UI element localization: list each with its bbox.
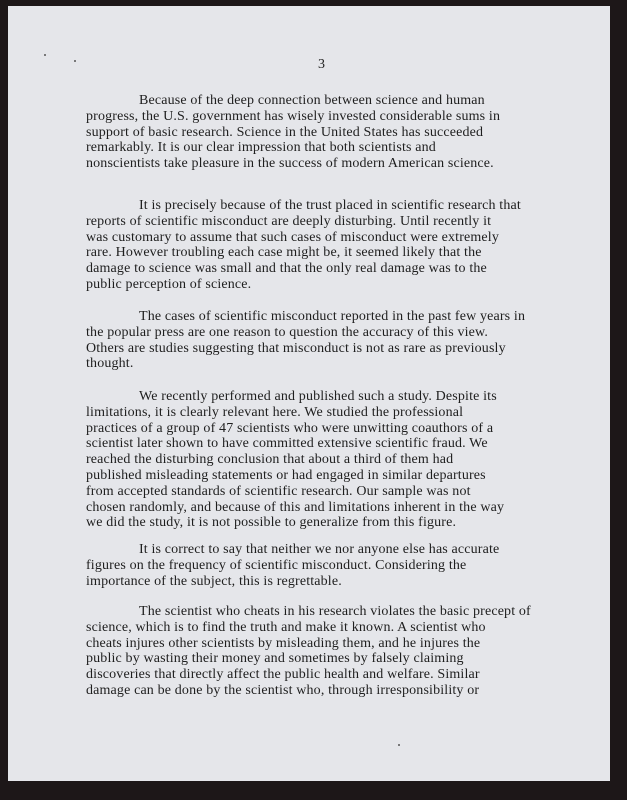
text-line: the popular press are one reason to question the accuracy of this view. <box>86 324 488 340</box>
text-line: importance of the subject, this is regrettable. <box>86 573 342 589</box>
text-line: remarkably. It is our clear impression that both scientists and <box>86 140 436 156</box>
text-line: The scientist who cheats in his research violates the basic precept of <box>139 604 531 619</box>
text-line: Because of the deep connection between science and human <box>139 93 485 108</box>
text-line: public perception of science. <box>86 276 252 292</box>
text-line: reports of scientific misconduct are deeply disturbing. Until recently it <box>86 213 492 229</box>
text-line: limitations, it is clearly relevant here. We studied the professional <box>86 404 464 420</box>
text-line: public by wasting their money and sometimes by falsely claiming <box>86 651 464 667</box>
scan-speck <box>398 744 400 746</box>
page-number: 3 <box>318 57 325 72</box>
scan-speck <box>44 54 46 56</box>
text-line: damage to science was small and that the only real damage was to the <box>86 261 487 277</box>
text-line: The cases of scientific misconduct reported in the past few years in <box>139 309 526 324</box>
text-line: cheats injures other scientists by misleading them, and he injures the <box>86 635 481 651</box>
text-line: We recently performed and published such a study. Despite its <box>139 389 497 404</box>
text-line: thought. <box>86 356 134 372</box>
paragraph <box>86 93 500 172</box>
text-line: we did the study, it is not possible to generalize from this figure. <box>86 515 457 531</box>
text-line: scientist later shown to have committed extensive scientific fraud. We <box>86 436 488 452</box>
text-line: It is correct to say that neither we nor anyone else has accurate <box>139 542 500 557</box>
text-line: nonscientists take pleasure in the success of modern American science. <box>86 156 494 172</box>
text-line: from accepted standards of scientific research. Our sample was not <box>86 483 471 499</box>
text-line: progress, the U.S. government has wisely invested considerable sums in <box>86 108 501 124</box>
text-line: It is precisely because of the trust placed in scientific research that <box>139 198 521 213</box>
text-line: reached the disturbing conclusion that about a third of them had <box>86 452 454 468</box>
text-line: Others are studies suggesting that misconduct is not as rare as previously <box>86 340 506 356</box>
text-line: figures on the frequency of scientific misconduct. Considering the <box>86 557 467 573</box>
text-line: science, which is to find the truth and make it known. A scientist who <box>86 619 486 635</box>
paragraph <box>86 309 525 372</box>
text-line: was customary to assume that such cases of misconduct were extremely <box>86 229 499 245</box>
scan-speck <box>74 60 76 62</box>
text-line: rare. However troubling each case might be, it seemed likely that the <box>86 245 482 261</box>
text-line: chosen randomly, and because of this and limitations inherent in the way <box>86 499 505 515</box>
text-line: support of basic research. Science in the United States has succeeded <box>86 124 484 140</box>
text-line: discoveries that directly affect the public health and welfare. Similar <box>86 667 480 683</box>
paragraph <box>86 604 531 699</box>
text-line: damage can be done by the scientist who, through irresponsibility or <box>86 682 480 698</box>
paragraph <box>86 389 504 531</box>
paragraph <box>86 542 499 589</box>
document-page <box>8 6 610 781</box>
text-line: practices of a group of 47 scientists who were unwitting coauthors of a <box>86 420 494 436</box>
text-line: published misleading statements or had engaged in similar departures <box>86 467 486 483</box>
paragraph <box>86 198 521 293</box>
